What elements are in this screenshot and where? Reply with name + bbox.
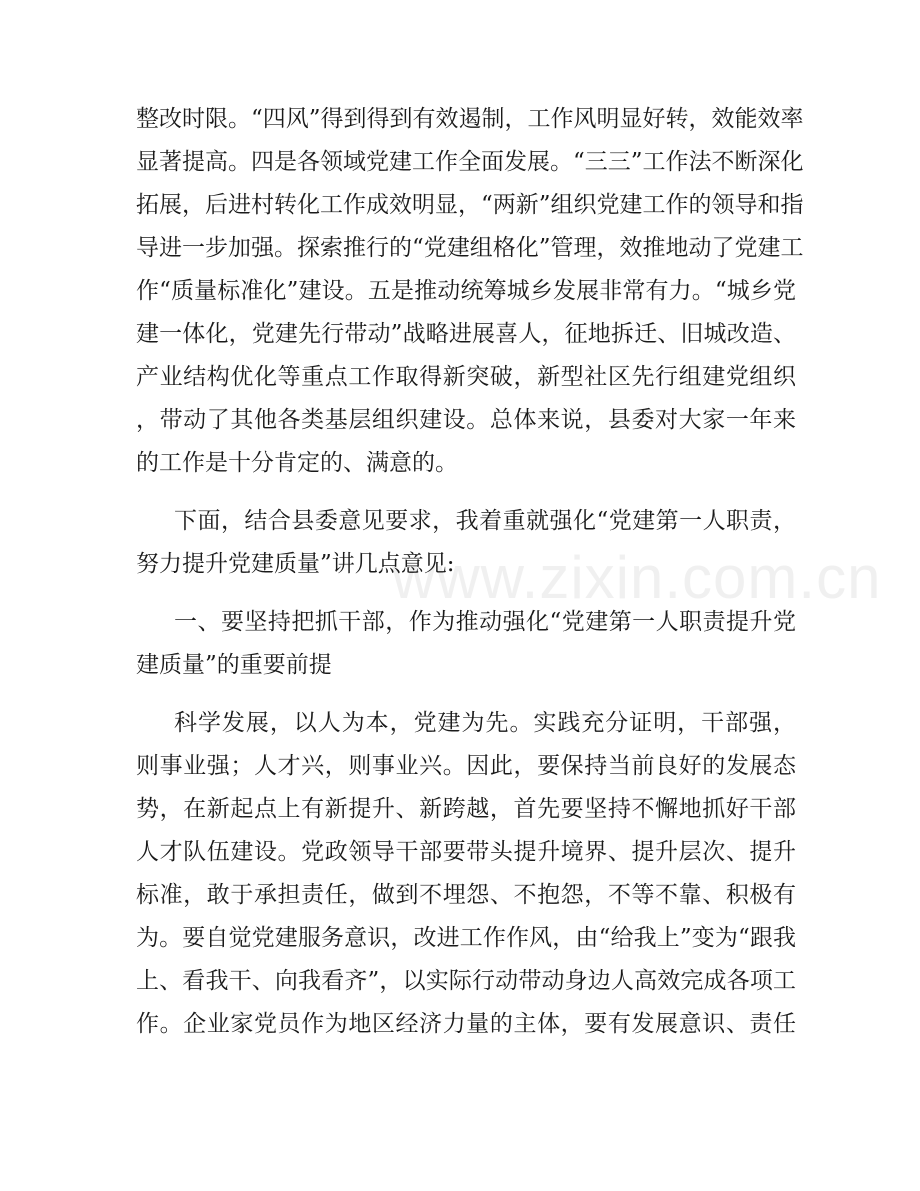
text-line: 努力提升党建质量”讲几点意见: [136,551,455,577]
text-line: 导进一步加强。探索推行的“党建组格化”管理，效推地动了党建工 [136,235,804,261]
text-line: 作。企业家党员作为地区经济力量的主体，要有发展意识、责任 [136,1011,796,1037]
text-line: 为。要自觉党建服务意识，改进工作作风，由“给我上”变为“跟我 [136,925,796,951]
text-line: 人才队伍建设。党政领导干部要带头提升境界、提升层次、提升 [136,839,796,865]
text-line: 的工作是十分肯定的、满意的。 [136,450,458,476]
watermark: www.zixin.com.cn [392,544,882,611]
text-line: 显著提高。四是各领域党建工作全面发展。“三三”工作法不断深化 [136,149,804,175]
document-body [136,98,804,1046]
text-line: ，带动了其他各类基层组织建设。总体来说，县委对大家一年来 [136,407,796,433]
paragraph-progress-summary [136,98,804,485]
text-line: 整改时限。“四风”得到得到有效遏制，工作风明显好转，效能效率 [136,106,804,132]
text-line: 建质量”的重要前提 [136,652,332,678]
text-line: 一、要坚持把抓干部，作为推动强化“党建第一人职责提升党 [174,609,796,635]
text-line: 建一体化，党建先行带动”战略进展喜人，征地拆迁、旧城改造、 [136,321,796,347]
paragraph-intro [136,500,796,586]
text-line: 上、看我干、向我看齐”，以实际行动带动身边人高效完成各项工 [136,968,796,994]
section-heading-1 [136,601,796,687]
paragraph-cadre-building [136,702,796,1046]
text-line: 产业结构优化等重点工作取得新突破，新型社区先行组建党组织 [136,364,796,390]
text-line: 作“质量标准化”建设。五是推动统筹城乡发展非常有力。“城乡党 [136,278,796,304]
text-line: 则事业强；人才兴，则事业兴。因此，要保持当前良好的发展态 [136,753,796,779]
text-line: 标准，敢于承担责任，做到不埋怨、不抱怨，不等不靠、积极有 [136,882,796,908]
text-line: 势，在新起点上有新提升、新跨越，首先要坚持不懈地抓好干部 [136,796,796,822]
text-line: 科学发展，以人为本，党建为先。实践充分证明，干部强， [174,710,796,736]
text-line: 下面，结合县委意见要求，我着重就强化“党建第一人职责， [174,508,796,534]
text-line: 拓展，后进村转化工作成效明显，“两新”组织党建工作的领导和指 [136,192,804,218]
